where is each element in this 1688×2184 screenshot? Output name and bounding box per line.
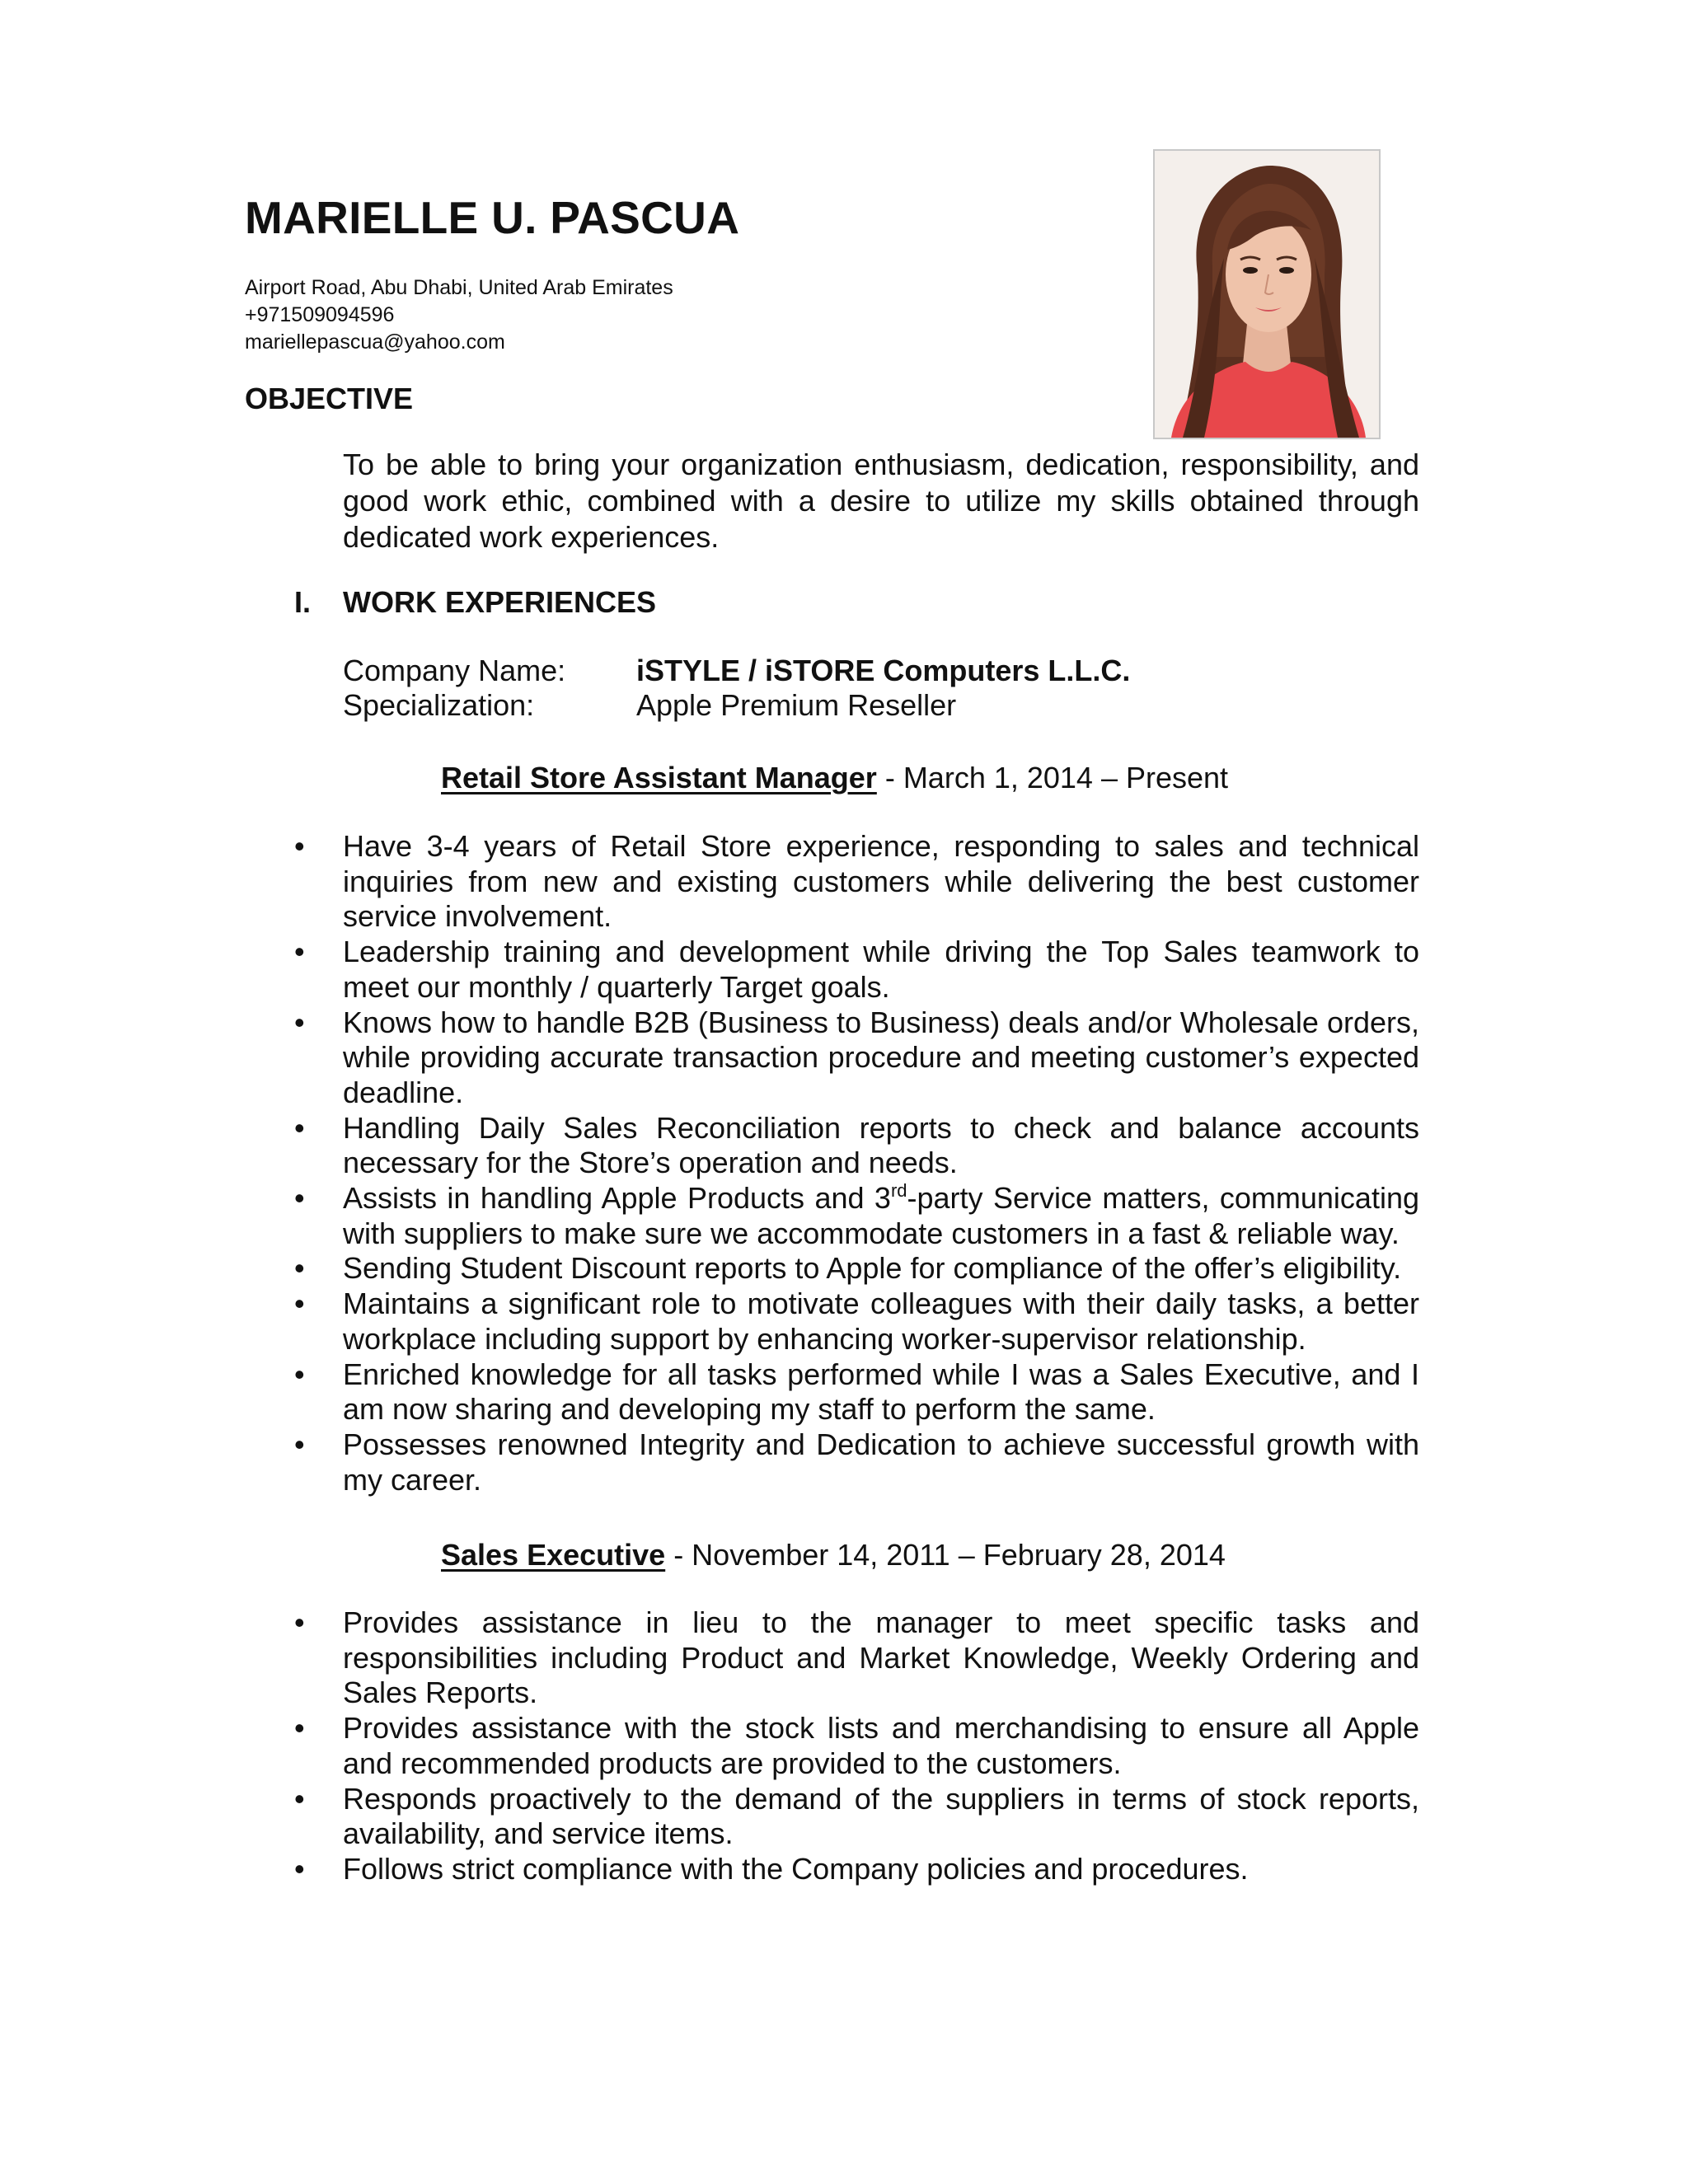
list-item-text: Sending Student Discount reports to Apple for compliance of the offer’s eligibility. xyxy=(343,1251,1402,1286)
list-item-text: Follows strict compliance with the Company policies and procedures. xyxy=(343,1851,1249,1886)
role-title: Retail Store Assistant Manager xyxy=(441,761,877,794)
specialization-row xyxy=(343,688,1130,723)
list-item xyxy=(294,1711,1419,1781)
list-item-text-part: -party Service matters, communicating with suppliers to make sure we accommodate customers in a fast & reliable way. xyxy=(343,1181,1419,1250)
list-item-text: Knows how to handle B2B (Business to Business) deals and/or Wholesale orders, while providing accurate transaction procedure and meeting customer’s expected deadline. xyxy=(343,1005,1419,1109)
list-item xyxy=(294,1427,1419,1497)
work-experiences-title: WORK EXPERIENCES xyxy=(343,585,657,619)
candidate-name: MARIELLE U. PASCUA xyxy=(245,192,740,243)
bullet-icon: • xyxy=(294,1781,305,1816)
list-item-text: Responds proactively to the demand of the suppliers in terms of stock reports, availability, and service items. xyxy=(343,1781,1419,1851)
role-heading xyxy=(441,1538,1226,1572)
company-block xyxy=(343,654,1130,723)
bullet-icon: • xyxy=(294,1181,305,1216)
bullet-icon: • xyxy=(294,1605,305,1639)
list-item-text-part: Assists in handling Apple Products and 3 xyxy=(343,1181,891,1216)
list-item xyxy=(294,1286,1419,1357)
company-label: Company Name: xyxy=(343,654,566,687)
profile-photo-illustration xyxy=(1155,151,1379,438)
list-item xyxy=(294,1181,1419,1251)
list-item xyxy=(294,935,1419,1005)
company-value: iSTYLE / iSTORE Computers L.L.C. xyxy=(636,654,1131,687)
specialization-value: Apple Premium Reseller xyxy=(636,688,957,722)
list-item-text: Enriched knowledge for all tasks performed while I was a Sales Executive, and I am now sharing and developing my staff to perform the same. xyxy=(343,1357,1419,1427)
list-item-text: Have 3-4 years of Retail Store experience, responding to sales and technical inquiries from new and existing customers while delivering the best customer service involvement. xyxy=(343,829,1419,934)
objective-text: To be able to bring your organization enthusiasm, dedication, responsibility, and good work ethic, combined with a desire to utilize my skills obtained through dedicated work experiences. xyxy=(343,448,1419,554)
role-2-duties xyxy=(294,1605,1419,1887)
list-item-text: Provides assistance with the stock lists and merchandising to ensure all Apple and recommended products are provided to the customers. xyxy=(343,1711,1419,1780)
list-item-text: Leadership training and development while driving the Top Sales teamwork to meet our monthly / quarterly Target goals. xyxy=(343,935,1419,1004)
contact-block xyxy=(245,274,673,356)
bullet-icon: • xyxy=(294,935,305,969)
objective-heading: OBJECTIVE xyxy=(245,382,414,415)
list-item-text: Possesses renowned Integrity and Dedication to achieve successful growth with my career. xyxy=(343,1427,1419,1497)
role-dates: - March 1, 2014 – Present xyxy=(876,761,1229,794)
bullet-icon: • xyxy=(294,1711,305,1746)
list-item xyxy=(294,1357,1419,1427)
bullet-icon: • xyxy=(294,1357,305,1391)
bullet-icon: • xyxy=(294,1851,305,1886)
address-text: Airport Road, Abu Dhabi, United Arab Emirates xyxy=(245,276,673,299)
bullet-icon: • xyxy=(294,1005,305,1039)
role-1-duties xyxy=(294,829,1419,1497)
role-heading xyxy=(441,761,1228,795)
list-item xyxy=(294,829,1419,935)
role-title: Sales Executive xyxy=(441,1538,666,1572)
bullet-icon: • xyxy=(294,829,305,863)
list-item-text: Maintains a significant role to motivate colleagues with their daily tasks, a better workplace including support by enhancing worker-supervisor relationship. xyxy=(343,1286,1419,1356)
list-item xyxy=(294,1251,1419,1286)
ordinal-suffix: rd xyxy=(890,1180,907,1202)
phone-text: +971509094596 xyxy=(245,303,395,326)
company-row xyxy=(343,654,1130,688)
list-item xyxy=(294,1111,1419,1181)
list-item-text xyxy=(343,1181,1419,1250)
bullet-icon: • xyxy=(294,1286,305,1321)
list-item xyxy=(294,1782,1419,1852)
list-item-text: Provides assistance in lieu to the manager to meet specific tasks and responsibilities including Product and Market Knowledge, Weekly Ordering and Sales Reports. xyxy=(343,1605,1419,1710)
list-item xyxy=(294,1605,1419,1711)
work-experiences-heading xyxy=(294,585,656,620)
bullet-icon: • xyxy=(294,1251,305,1286)
list-item xyxy=(294,1852,1419,1887)
role-dates: - November 14, 2011 – February 28, 2014 xyxy=(665,1538,1226,1572)
profile-photo xyxy=(1153,149,1381,439)
bullet-icon: • xyxy=(294,1110,305,1145)
list-item-text: Handling Daily Sales Reconciliation reports to check and balance accounts necessary for the Store’s operation and needs. xyxy=(343,1110,1419,1180)
list-item xyxy=(294,1005,1419,1111)
bullet-icon: • xyxy=(294,1427,305,1461)
specialization-label: Specialization: xyxy=(343,688,535,722)
email-text: mariellepascua@yahoo.com xyxy=(245,330,505,354)
section-number: I. xyxy=(294,585,312,619)
